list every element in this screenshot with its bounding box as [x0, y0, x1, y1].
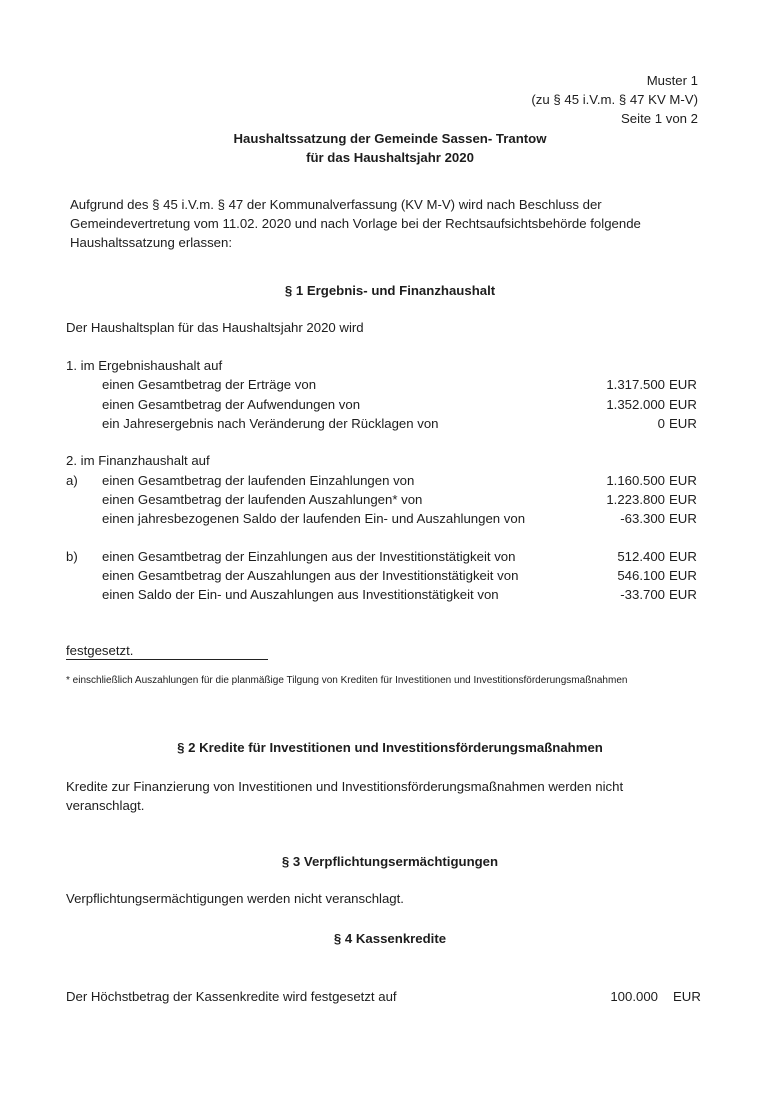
row-label: einen Gesamtbetrag der laufenden Auszahlungen* von — [102, 492, 423, 507]
section-2-heading: § 2 Kredite für Investitionen und Investitionsförderungsmaßnahmen — [177, 740, 603, 755]
row-amount: 546.100 — [617, 568, 665, 583]
section-1-heading: § 1 Ergebnis- und Finanzhaushalt — [284, 283, 496, 298]
row-currency: EUR — [669, 511, 697, 526]
row-amount: -63.300 — [620, 511, 665, 526]
document-title: Haushaltssatzung der Gemeinde Sassen- Trantow — [233, 131, 547, 146]
intro-line-3: Haushaltssatzung erlassen: — [70, 235, 233, 250]
row-amount: 0 — [657, 416, 665, 431]
row-label: einen jahresbezogenen Saldo der laufenden Ein- und Auszahlungen von — [102, 511, 526, 526]
ergebnishaushalt-label: 1. im Ergebnishaushalt auf — [66, 358, 223, 373]
row-amount: -33.700 — [620, 587, 665, 602]
section-3-text: Verpflichtungsermächtigungen werden nicht veranschlagt. — [66, 891, 404, 906]
section-3-heading: § 3 Verpflichtungsermächtigungen — [281, 854, 499, 869]
row-currency: EUR — [669, 568, 697, 583]
legal-reference: (zu § 45 i.V.m. § 47 KV M-V) — [531, 92, 698, 107]
section-1-lead: Der Haushaltsplan für das Haushaltsjahr 2020 wird — [66, 320, 364, 335]
row-amount: 100.000 — [610, 989, 658, 1004]
row-label: einen Gesamtbetrag der Aufwendungen von — [102, 397, 361, 412]
row-amount: 1.223.800 — [606, 492, 665, 507]
row-label: einen Saldo der Ein- und Auszahlungen aus Investitionstätigkeit von — [102, 587, 499, 602]
row-label: Der Höchstbetrag der Kassenkredite wird festgesetzt auf — [66, 989, 397, 1004]
row-currency: EUR — [669, 397, 697, 412]
row-amount: 1.160.500 — [606, 473, 665, 488]
muster-label: Muster 1 — [646, 73, 698, 88]
document-subtitle: für das Haushaltsjahr 2020 — [306, 150, 474, 165]
signature-underline — [66, 659, 268, 660]
footnote: * einschließlich Auszahlungen für die planmäßige Tilgung von Krediten für Investitionen und Investitionsförderungsmaßnahmen — [66, 675, 628, 686]
row-label: ein Jahresergebnis nach Veränderung der Rücklagen von — [102, 416, 439, 431]
row-label: einen Gesamtbetrag der Auszahlungen aus der Investitionstätigkeit von — [102, 568, 519, 583]
row-currency: EUR — [669, 377, 697, 392]
intro-line-1: Aufgrund des § 45 i.V.m. § 47 der Kommunalverfassung (KV M-V) wird nach Beschluss der — [70, 197, 602, 212]
closing-text: festgesetzt. — [66, 643, 134, 658]
section-4-heading: § 4 Kassenkredite — [333, 931, 447, 946]
row-currency: EUR — [669, 473, 697, 488]
finanzhaushalt-label: 2. im Finanzhaushalt auf — [66, 453, 210, 468]
marker-a: a) — [66, 473, 78, 488]
marker-b: b) — [66, 549, 78, 564]
row-currency: EUR — [673, 989, 701, 1004]
section-2-line-2: veranschlagt. — [66, 798, 145, 813]
row-currency: EUR — [669, 416, 697, 431]
row-currency: EUR — [669, 492, 697, 507]
row-label: einen Gesamtbetrag der Einzahlungen aus der Investitionstätigkeit von — [102, 549, 516, 564]
page-number: Seite 1 von 2 — [621, 111, 698, 126]
row-label: einen Gesamtbetrag der laufenden Einzahlungen von — [102, 473, 415, 488]
row-amount: 1.352.000 — [606, 397, 665, 412]
section-2-line-1: Kredite zur Finanzierung von Investitionen und Investitionsförderungsmaßnahmen werden nicht — [66, 779, 624, 794]
row-currency: EUR — [669, 587, 697, 602]
row-amount: 1.317.500 — [606, 377, 665, 392]
intro-line-2: Gemeindevertretung vom 11.02. 2020 und nach Vorlage bei der Rechtsaufsichtsbehörde folgende — [70, 216, 641, 231]
row-currency: EUR — [669, 549, 697, 564]
row-amount: 512.400 — [617, 549, 665, 564]
row-label: einen Gesamtbetrag der Erträge von — [102, 377, 317, 392]
